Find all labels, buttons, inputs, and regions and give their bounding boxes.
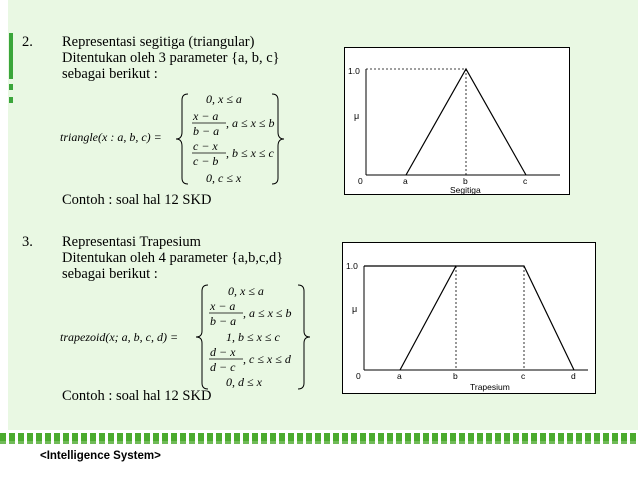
trapezoid-case2-num: x − a [210,299,236,313]
section2-line2: sebagai berikut : [62,66,158,82]
x-label-b: b [453,371,458,381]
triangle-case3-cond: , b ≤ x ≤ c [226,146,274,160]
section2-heading: Representasi segitiga (triangular) [62,34,255,50]
accent-mark [9,97,13,103]
section3-line2: sebagai berikut : [62,266,158,282]
triangle-case3-num: c − x [193,139,218,153]
mu-label: μ [354,111,360,121]
content-panel-top [8,0,638,30]
trapezoid-case5: 0, d ≤ x [226,375,262,389]
triangle-case2-num: x − a [193,109,219,123]
trapezoid-case2-den: b − a [210,314,237,328]
triangle-case1: 0, x ≤ a [206,92,242,106]
trapezoid-formula [60,281,310,393]
chart-caption: Segitiga [450,185,481,195]
section3-heading: Representasi Trapesium [62,234,201,250]
trapezoid-case4-cond: , c ≤ x ≤ d [243,352,291,366]
triangle-case2-den: b − a [193,124,220,138]
y-top-label: 1.0 [348,66,360,76]
accent-mark [9,84,13,90]
x-label-d: d [571,371,576,381]
footer-divider [0,433,638,441]
triangle-chart [344,47,570,195]
triangle-case4: 0, c ≤ x [206,171,242,185]
x-label-c: c [521,371,526,381]
y-top-label: 1.0 [346,261,358,271]
trapezoid-chart [342,242,596,394]
section3-number: 3. [22,234,33,250]
trapezoid-case3: 1, b ≤ x ≤ c [226,330,280,344]
section3-line1: Ditentukan oleh 4 parameter {a,b,c,d} [62,250,284,266]
y-zero-label: 0 [356,371,361,381]
footer-label: <Intelligence System> [40,450,161,462]
trapezoid-case4-num: d − x [210,345,236,359]
y-zero-label: 0 [358,176,363,186]
triangle-case2-cond: , a ≤ x ≤ b [226,116,275,130]
accent-bar [9,33,13,79]
trapezoid-case4-den: d − c [210,360,236,374]
x-label-a: a [397,371,402,381]
footer-divider-shadow [0,441,638,444]
triangle-formula-lhs: triangle(x : a, b, c) = [60,130,162,144]
trapezoid-formula-lhs: trapezoid(x; a, b, c, d) = [60,330,179,344]
section2-example: Contoh : soal hal 12 SKD [62,192,212,208]
trapezoid-case2-cond: , a ≤ x ≤ b [243,306,292,320]
triangle-formula [60,88,290,190]
chart-caption: Trapesium [470,382,510,392]
x-label-c: c [523,176,528,186]
section3-example: Contoh : soal hal 12 SKD [62,388,212,404]
x-label-b: b [463,176,468,186]
section2-line1: Ditentukan oleh 3 parameter {a, b, c} [62,50,280,66]
triangle-case3-den: c − b [193,154,219,168]
section2-number: 2. [22,34,33,50]
mu-label: μ [352,304,358,314]
x-label-a: a [403,176,408,186]
trapezoid-case1: 0, x ≤ a [228,284,264,298]
